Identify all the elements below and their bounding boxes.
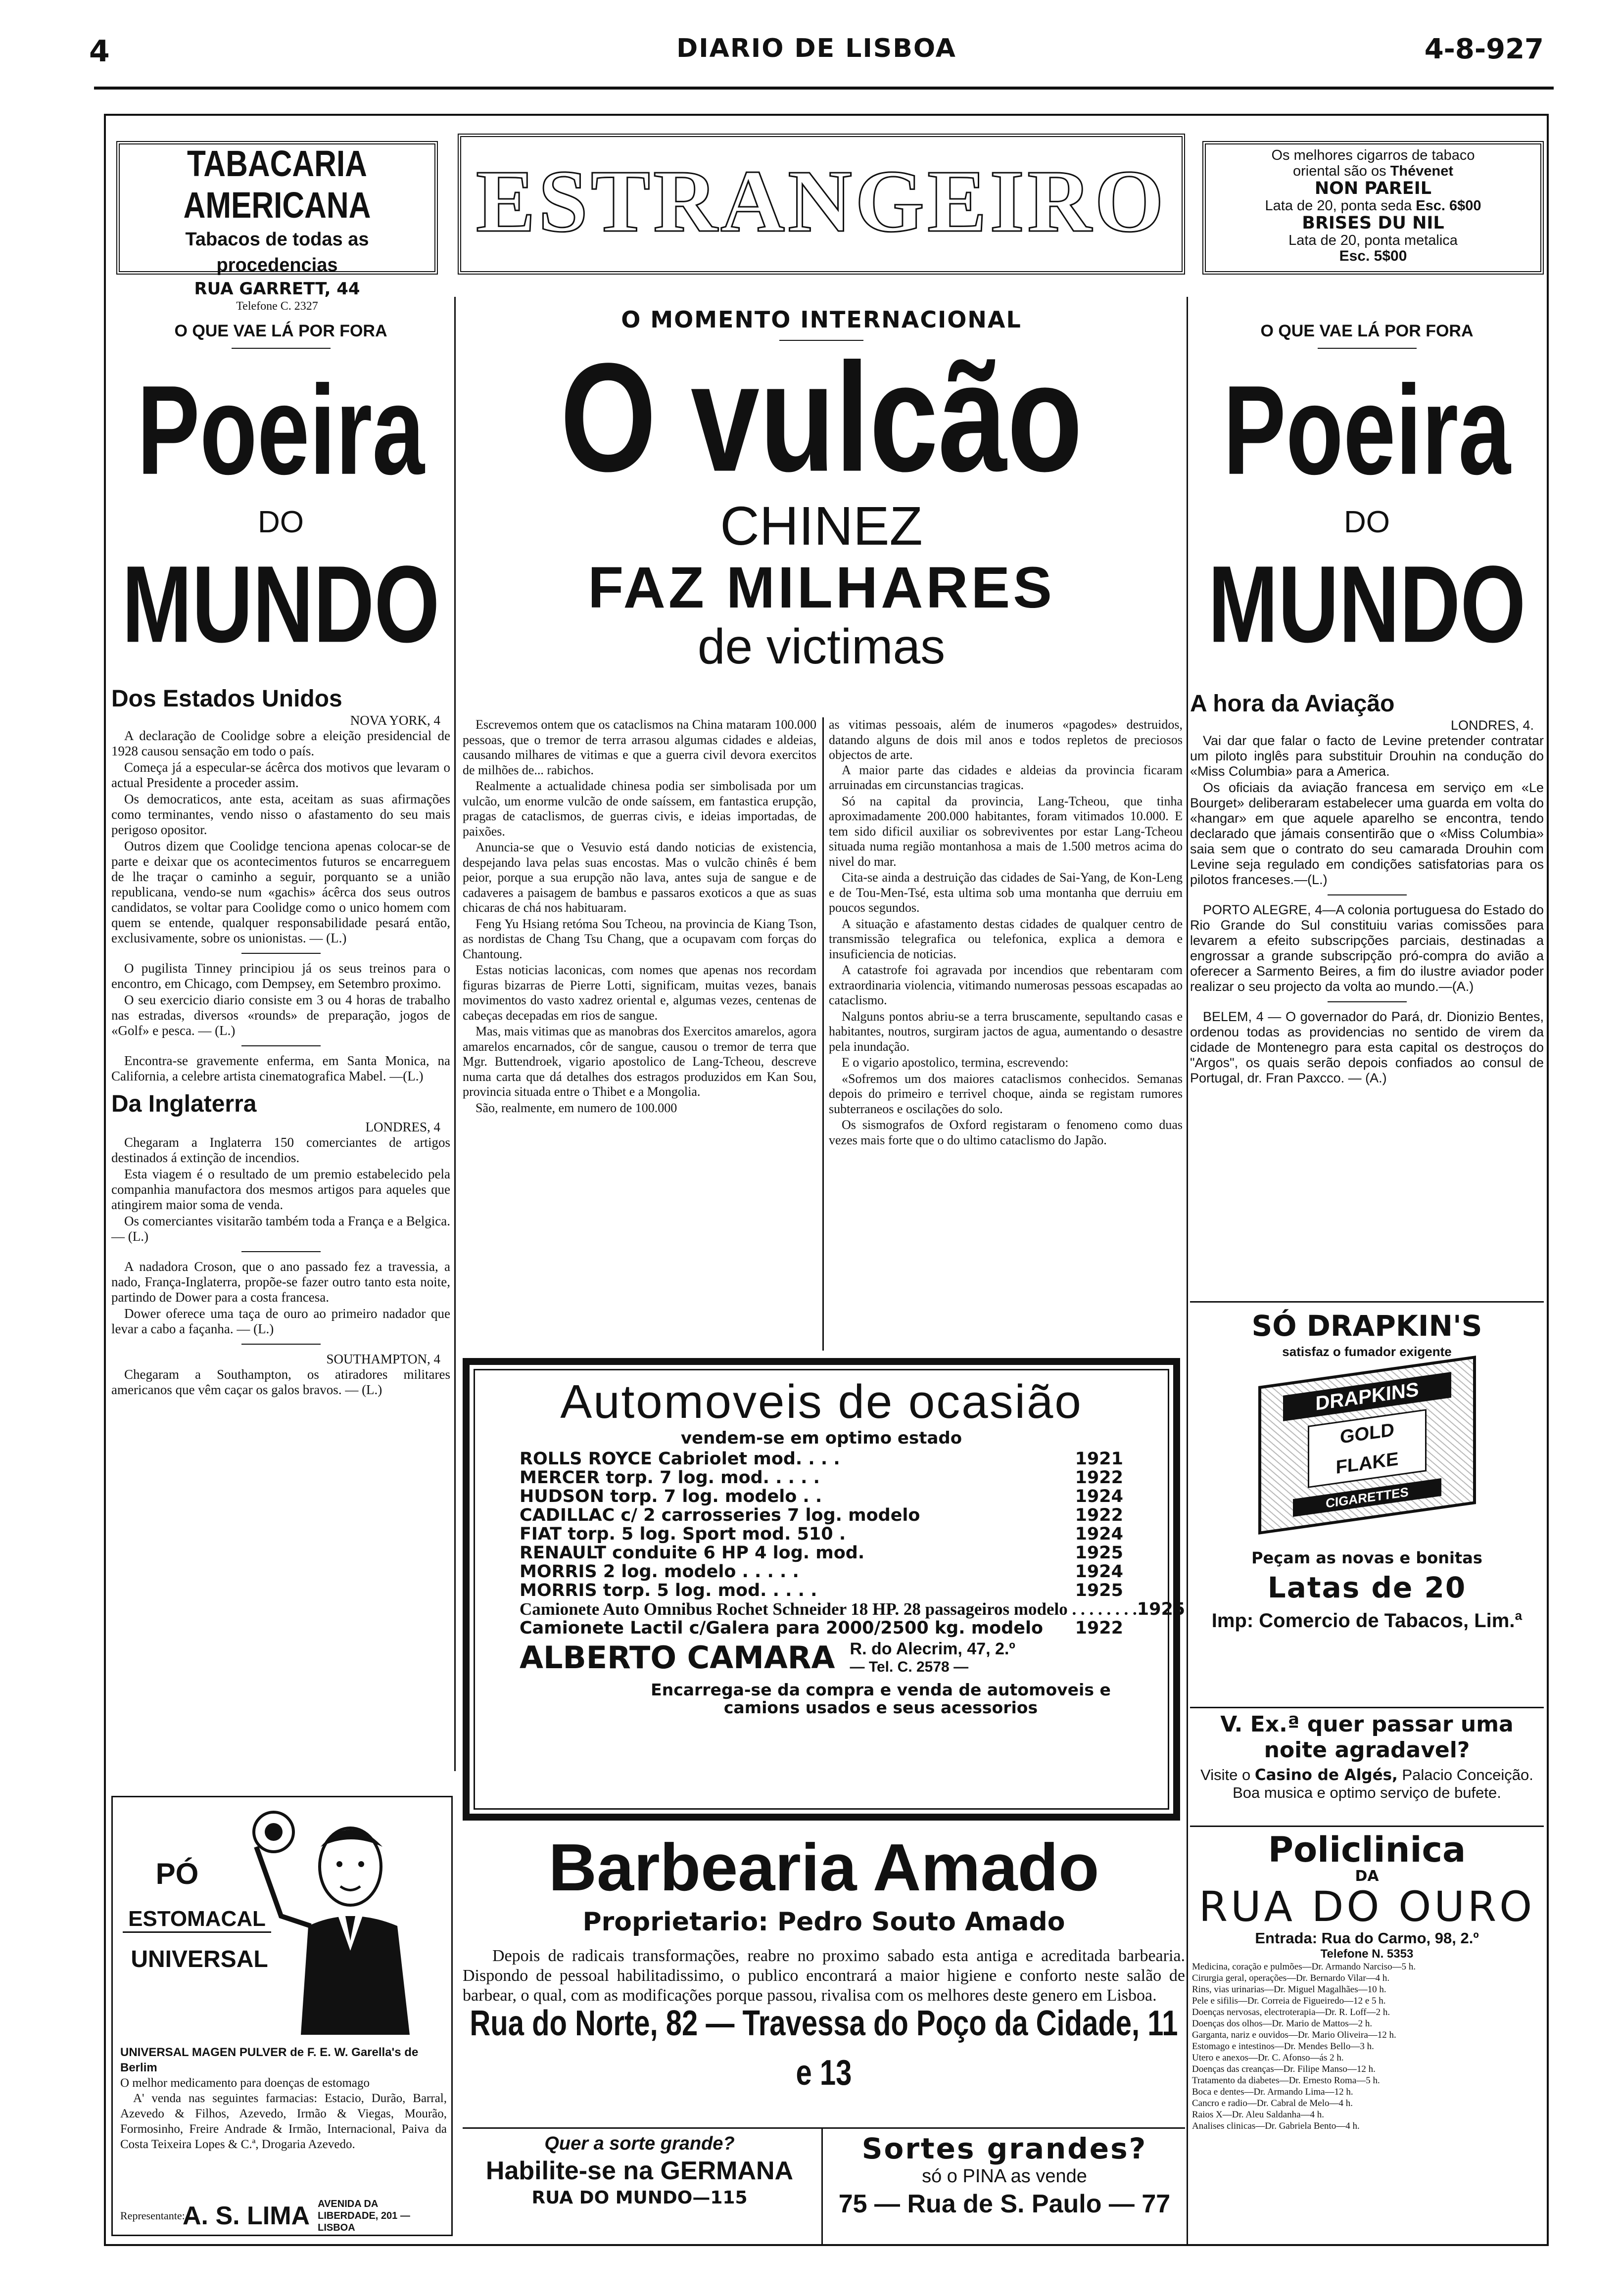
- divider: [1190, 1301, 1544, 1303]
- ad-thevenet-brand: Thévenet: [1390, 163, 1453, 179]
- ad-po-rep-address: AVENIDA DA LIBERDADE, 201 — LISBOA: [318, 2199, 410, 2233]
- ad-thevenet-p2-price: Esc. 5$00: [1339, 248, 1407, 264]
- ad-alges-casino: Casino de Algés,: [1254, 1766, 1398, 1784]
- headline-chinez: CHINEZ: [720, 496, 923, 557]
- section-divider: [241, 1344, 321, 1345]
- left-column: [111, 322, 450, 666]
- ad-germana: [463, 2132, 816, 2209]
- clinic-doctor-line: Cirurgia geral, operações—Dr. Bernardo Vilar—4 h.: [1192, 1973, 1390, 1983]
- headline-vulcao: O vulcão: [560, 331, 1083, 504]
- car-row: [520, 1581, 1123, 1600]
- paragraph: Chegaram a Southampton, os atiradores militares americanos que vêm caçar os galos bravos. — (L.): [111, 1367, 450, 1397]
- paragraph: Mas, mais vitimas que as manobras dos Exercitos amarelos, agora amarelos encarnados, côr de sangue, causou o tremor de terra que Mgr. Buttendroek, vigario apostolico de Lang-Tcheou, descreve numa carta que dá detalhes dos estragos produzidos em Kan Sou, provincia situada entre o Thibet e a Mongolia.: [463, 1024, 816, 1099]
- ad-thevenet-p2-desc: Lata de 20, ponta metalica: [1288, 233, 1458, 248]
- page-number: 4: [89, 34, 110, 69]
- section-divider: [241, 1251, 321, 1252]
- tin-flake: GOLD FLAKE: [1308, 1409, 1427, 1488]
- ad-tabacaria-name: TABACARIA AMERICANA: [183, 143, 371, 226]
- ad-germana-address: RUA DO MUNDO—115: [531, 2188, 748, 2208]
- ad-po-rep-name: A. S. LIMA: [183, 2201, 310, 2230]
- ad-po-pharmacies: A' venda nas seguintes farmacias: Estacio, Durão, Barral, Azevedo & Filhos, Azevedo, Irmão & Viegas, Mourão, Formosinho, Freire Andrade & Irmão, Internacional, Paiva da Costa Teixeira Lopes & C.ª, Drogaria Azevedo.: [120, 2092, 447, 2151]
- paragraph: Encontra-se gravemente enferma, em Santa Monica, na California, a celebre artista cinematografica Mabel. —(L.): [111, 1053, 450, 1083]
- paragraph: Os oficiais da aviação francesa em serviço em «Le Bourget» deliberaram estabelecer uma guarda em volta do «hangar» em que aquele aparelho se encontra, tendo declarado que jámais consentirão que o «Miss Columbia» saia sem que o contrato do seu camarada Drouhin com Levine seja regulado em condições satisfatorias para os pilotos franceses.—(L.): [1190, 780, 1544, 887]
- section-banner: [458, 134, 1185, 275]
- section-title: ESTRANGEIRO: [476, 152, 1167, 250]
- paragraph: Esta viagem é o resultado de um premio estabelecido pela companhia manufactora dos mesmos artigos para aqueles que atingirem maior soma de venda.: [111, 1167, 450, 1212]
- ad-thevenet-p2: BRISES DU NIL: [1302, 213, 1444, 233]
- tin-label: CIGARETTES: [1293, 1478, 1441, 1517]
- headline-faz-milhares: FAZ MILHARES: [588, 555, 1055, 621]
- center-kicker: O MOMENTO INTERNACIONAL: [621, 306, 1022, 333]
- clinic-doctor-line: Doenças nervosas, electroterapia—Dr. R. Loff—2 h.: [1192, 2007, 1390, 2017]
- car-model: HUDSON torp. 7 log. modelo . .: [520, 1487, 822, 1506]
- ad-clinic-street: RUA DO OURO: [1198, 1882, 1535, 1931]
- column-rule: [454, 297, 456, 1771]
- right-title-poeira: Poeira: [1223, 360, 1511, 502]
- paragraph: A situação e afastamento destas cidades de qualquer centro de transmissão telegrafica ou telefonica, explica a demora e insuficiencia de noticias.: [829, 916, 1183, 961]
- car-model: FIAT torp. 5 log. Sport mod. 510 .: [520, 1524, 846, 1544]
- ad-thevenet-p1-price: Esc. 6$00: [1416, 198, 1481, 214]
- ad-drapkins: [1190, 1309, 1544, 1634]
- ad-po-estomacal: [111, 1796, 453, 2236]
- ad-tabacaria-americana: [116, 141, 438, 313]
- ad-cars-title: Automoveis de ocasião: [560, 1375, 1083, 1428]
- car-model: ROLLS ROYCE Cabriolet mod. . . .: [520, 1449, 840, 1469]
- car-model: RENAULT conduite 6 HP 4 log. mod.: [520, 1543, 865, 1563]
- car-list: [520, 1450, 1123, 1600]
- clinic-doctor-line: Analises clinicas—Dr. Gabriela Bento—4 h.: [1192, 2121, 1360, 2131]
- paragraph: A maior parte das cidades e aldeias da provincia ficaram arruinadas em circunstancias tragicas.: [829, 762, 1183, 792]
- paragraph: «Sofremos um dos maiores cataclismos conhecidos. Semanas depois do primeiro e terrivel choque, ainda se registam rumores subterraneos e oscilações do solo.: [829, 1071, 1183, 1116]
- ad-clinic-phone: Telefone N. 5353: [1320, 1947, 1414, 1961]
- ad-barbearia-title: Barbearia Amado: [548, 1830, 1099, 1905]
- ad-thevenet: [1202, 141, 1544, 275]
- ad-po-l3: UNIVERSAL: [131, 1946, 268, 1972]
- paragraph: Nalguns pontos abriu-se a terra bruscamente, sepultando casas e habitantes, noutros, surgiram jactos de agua, aumentando o desastre pela inundação.: [829, 1009, 1183, 1054]
- ad-cars-cam1: Camionete Auto Omnibus Rochet Schneider 18 HP. 28 passageiros modelo . . . . . . . .: [520, 1599, 1137, 1619]
- dateline-nova-york: NOVA YORK, 4: [350, 713, 440, 728]
- ad-clinic-title: Policlinica: [1268, 1829, 1466, 1870]
- ornament-rule: [1318, 348, 1417, 349]
- ad-cars-cam1-year: 1925: [1137, 1599, 1186, 1619]
- ad-po-brand: UNIVERSAL MAGEN PULVER de F. E. W. Garella's de Berlim: [120, 2046, 419, 2074]
- car-year: 1924: [1075, 1562, 1123, 1582]
- paragraph: Só na capital da provincia, Lang-Tcheou, que tinha aproximadamente 200.000 habitantes, foram vitimados 10.000. E tem sido dificil auxiliar os sobreviventes por estar Lang-Tcheou situada numa região montanhosa a mais de 1.500 metros acima do nivel do mar.: [829, 794, 1183, 869]
- car-model: MORRIS 2 log. modelo . . . . .: [520, 1562, 799, 1582]
- car-row: [520, 1506, 1123, 1525]
- clinic-doctor-line: Boca e dentes—Dr. Armando Lima—12 h.: [1192, 2087, 1353, 2097]
- car-year: 1922: [1075, 1468, 1123, 1488]
- dateline-londres: LONDRES, 4: [365, 1120, 440, 1134]
- ad-cars-address: R. do Alecrim, 47, 2.º: [850, 1640, 1015, 1658]
- paragraph: Os democraticos, ante esta, aceitam as suas afirmações como terminantes, vendo nisso o afastamento do seu mais perigoso opositor.: [111, 792, 450, 837]
- paragraph: A nadadora Croson, que o ano passado fez a travessia, a nado, França-Inglaterra, propõe-se fazer outro tanto esta noite, partindo de Dower para a costa francesa.: [111, 1259, 450, 1305]
- clinic-doctor-line: Cancro e radio—Dr. Cabral de Melo—4 h.: [1192, 2098, 1353, 2109]
- car-row: [520, 1544, 1123, 1562]
- right-title-mundo: MUNDO: [1208, 543, 1526, 666]
- section-divider: [1328, 894, 1407, 895]
- ad-alges-headline: V. Ex.ª quer passar uma noite agradavel?: [1220, 1712, 1514, 1763]
- ad-barbearia-owner: Proprietario: Pedro Souto Amado: [582, 1907, 1065, 1937]
- paragraph: A declaração de Coolidge sobre a eleição presidencial de 1928 causou sensação em todo o país.: [111, 728, 450, 758]
- ad-po-desc: O melhor medicamento para doenças de estomago: [120, 2076, 370, 2090]
- left-kicker: O QUE VAE LÁ POR FORA: [174, 322, 387, 340]
- paragraph: São, realmente, em numero de 100.000: [476, 1100, 677, 1115]
- section-divider: [1328, 1001, 1407, 1002]
- ad-clinic-entrance: Entrada: Rua do Carmo, 98, 2.º: [1255, 1929, 1479, 1947]
- ornament-rule: [232, 348, 331, 349]
- center-headline: [460, 306, 1183, 675]
- ad-pina-line: só o PINA as vende: [922, 2166, 1087, 2187]
- heading-estados-unidos: Dos Estados Unidos: [111, 686, 342, 712]
- paragraph: Chegaram a Inglaterra 150 comerciantes de artigos destinados á extinção de incendios.: [111, 1135, 450, 1165]
- car-year: 1924: [1075, 1487, 1123, 1506]
- ad-thevenet-line1: Os melhores cigarros de tabaco: [1271, 147, 1475, 163]
- column-rule: [821, 2127, 823, 2246]
- masthead-rule: [94, 87, 1554, 90]
- ad-clinic-da: DA: [1355, 1868, 1379, 1885]
- car-year: 1925: [1075, 1543, 1123, 1563]
- right-title-do: DO: [1344, 505, 1390, 540]
- car-row: [520, 1562, 1123, 1581]
- paragraph: Realmente a actualidade chinesa podia ser simbolisada por um vulcão, um enorme vulcão de onde saíssem, em fantastica erupção, pragas de cataclismos, de guerras civis, e ideias importadas, de paixões.: [463, 779, 816, 839]
- car-year: 1924: [1075, 1524, 1123, 1544]
- ad-cars-cam2: Camionete Lactil c/Galera para 2000/2500 kg. modelo: [520, 1618, 1044, 1638]
- ad-barbearia-text: Depois de radicais transformações, reabre no proximo sabado esta antiga e acreditada barbearia. Dispondo de pessoal habilitadissimo, o publico encontrará a maior higiene e conforto neste salão de barbear, o qual, com as modificações porque passou, rivalisa com os melhores deste genero em Lisboa.: [463, 1947, 1185, 2005]
- paragraph: Vai dar que falar o facto de Levine pretender contratar um piloto inglês para substituir Drouhin na condução do «Miss Columbia» para a America.: [1190, 733, 1544, 779]
- ad-po-l1: PÓ: [155, 1857, 199, 1890]
- paragraph: Cita-se ainda a destruição das cidades de Sai-Yang, de Kon-Leng e de Tou-Men-Tsé, esta ultima sob uma montanha que derruiu em poucos segundos.: [829, 870, 1183, 915]
- clinic-doctor-line: Rins, vias urinarias—Dr. Miguel Magalhães—10 h.: [1192, 1984, 1386, 1995]
- ad-pina-question: Sortes grandes?: [861, 2132, 1147, 2165]
- paragraph: Os sismografos de Oxford registaram o fenomeno como duas vezes mais forte que o do ultimo cataclismo do Japão.: [829, 1118, 1183, 1147]
- ad-po-l2: ESTOMACAL: [123, 1906, 271, 1933]
- ad-cars-footer: Encarrega-se da compra e venda de automoveis e camions usados e seus acessorios: [651, 1680, 1111, 1718]
- car-row: [520, 1487, 1123, 1506]
- left-title-mundo: MUNDO: [122, 543, 440, 666]
- ad-automoveis: [463, 1358, 1186, 1821]
- dateline-southampton: SOUTHAMPTON, 4: [326, 1352, 440, 1366]
- ad-policlinica: [1190, 1830, 1544, 2132]
- clinic-doctor-list: [1190, 1961, 1544, 2132]
- ad-drapkins-importer: Imp: Comercio de Tabacos, Lim.ª: [1211, 1610, 1523, 1632]
- headline-de-victimas: de victimas: [697, 619, 946, 675]
- ad-drapkins-title: SÓ DRAPKIN'S: [1251, 1309, 1482, 1343]
- issue-date: 4-8-927: [1424, 33, 1544, 65]
- ad-thevenet-line2: oriental são os: [1292, 163, 1386, 179]
- ad-cars-seller: ALBERTO CAMARA: [520, 1640, 835, 1676]
- car-model: CADILLAC c/ 2 carrosseries 7 log. modelo: [520, 1505, 920, 1525]
- paragraph: Estas noticias laconicas, com nomes que apenas nos recordam figuras bizarras de Pierre Lotti, significam, muitas vezes, banais movimentos do vasto xadrez oriental e, algumas vezes, centenas de cabeças decepadas em rios de sangue.: [463, 963, 816, 1023]
- left-title-do: DO: [258, 505, 304, 540]
- left-title-poeira: Poeira: [137, 360, 425, 502]
- ad-cars-sub: vendem-se em optimo estado: [680, 1428, 962, 1448]
- car-model: MERCER torp. 7 log. mod. . . . .: [520, 1468, 820, 1488]
- dateline-londres: LONDRES, 4.: [1450, 718, 1534, 733]
- paragraph: Dower oferece uma taça de ouro ao primeiro nadador que levar a cabo a façanha. — (L.): [111, 1306, 450, 1336]
- paragraph: Escrevemos ontem que os cataclismos na China mataram 100.000 pessoas, que o tremor de terra arrasou algumas cidades e aldeias, causando milhares de vitimas e que a guerra civil devora exercitos de milhões de... rabichos.: [463, 717, 816, 777]
- clinic-doctor-line: Utero e anexos—Dr. C. Afonso—ás 2 h.: [1192, 2053, 1344, 2063]
- ad-pina-address: 75 — Rua de S. Paulo — 77: [838, 2190, 1171, 2218]
- ad-pina: [826, 2132, 1183, 2220]
- ad-po-rep: Representante:: [120, 2209, 185, 2222]
- divider: [463, 2127, 1185, 2129]
- car-row: [520, 1525, 1123, 1544]
- ad-germana-headline: Habilite-se na GERMANA: [485, 2156, 794, 2185]
- right-kicker: O QUE VAE LÁ POR FORA: [1260, 322, 1474, 340]
- paragraph: BELEM, 4 — O governador do Pará, dr. Dionizio Bentes, ordenou todas as providencias no sentido de virem da cidade de Montenegro para esta capital os destroços do "Argos", os quais serão depois confiados ao consul de Portugal, dr. Fran Paxcco. — (A.): [1190, 1009, 1544, 1085]
- clinic-doctor-line: Estomago e intestinos—Dr. Mendes Bello—3 h.: [1192, 2041, 1374, 2052]
- ad-cars-phone: — Tel. C. 2578 —: [850, 1659, 969, 1676]
- cigarette-tin-illustration: [1258, 1371, 1476, 1519]
- paragraph: Os comerciantes visitarão também toda a França e a Belgica. — (L.): [111, 1214, 450, 1244]
- ad-casino-alges: [1190, 1712, 1544, 1802]
- clinic-doctor-line: Raios X—Dr. Aleu Saldanha—4 h.: [1192, 2109, 1325, 2120]
- section-divider: [241, 953, 321, 954]
- ad-tabacaria-address: RUA GARRETT, 44: [194, 279, 360, 299]
- ad-barbearia: [463, 1830, 1185, 2093]
- ad-germana-question: Quer a sorte grande?: [544, 2133, 735, 2154]
- right-column: [1190, 322, 1544, 666]
- car-row: [520, 1468, 1123, 1487]
- clinic-doctor-line: Doenças das creanças—Dr. Filipe Manso—12 h.: [1192, 2064, 1376, 2074]
- paragraph: Anuncia-se que o Vesuvio está dando noticias de existencia, despejando lava pelas suas encostas. Mas o vulcão chinês é bem peior, porque a sua erupção não lava, antes suja de sangue e de cadaveres a paisagem de bambus e passaros exoticos a que as suas chicaras de chá nos habituaram.: [463, 840, 816, 915]
- right-article: [1190, 690, 1544, 1087]
- paragraph: O pugilista Tinney principiou já os seus treinos para o encontro, em Chicago, com Dempsey, em Setembro proximo.: [111, 961, 450, 991]
- center-article-col2: [829, 717, 1183, 1149]
- ad-drapkins-sub: satisfaz o fumador exigente: [1282, 1344, 1452, 1359]
- paragraph: E o vigario apostolico, termina, escrevendo:: [842, 1055, 1069, 1070]
- section-divider: [241, 1045, 321, 1046]
- divider: [1190, 1707, 1544, 1708]
- ad-thevenet-p1-desc: Lata de 20, ponta seda: [1265, 198, 1412, 214]
- paragraph: O seu exercicio diario consiste em 3 ou 4 horas de trabalho nas estradas, diversos «rounds» de preparação, jogos de «Golf» e pesca. — (L.): [111, 992, 450, 1038]
- paragraph: as vitimas pessoais, além de inumeros «pagodes» destruidos, datando alguns de dois mil anos e todos repletos de preciosos objectos de arte.: [829, 717, 1183, 762]
- ad-tabacaria-phone: Telefone C. 2327: [236, 300, 318, 313]
- ad-tabacaria-slogan: Tabacos de todas as procedencias: [185, 229, 369, 276]
- paragraph: Outros dizem que Coolidge tenciona apenas colocar-se de parte e deixar que os acontecimentos futuros se encarreguem de lhe traçar o caminho a seguir, porquanto se a união republicana, vendo-se num «gachis» ácêrca dos seus outros candidatos, se voltar para Coolidge como o unico homem com quem se entende, qualquer responsabilidade pesará então, exclusivamente, sobre os unionistas. — (L.): [111, 839, 450, 945]
- column-rule: [822, 717, 824, 1351]
- clinic-doctor-line: Doenças dos olhos—Dr. Mario de Mattos—2 h.: [1192, 2018, 1373, 2029]
- paragraph: Começa já a especular-se ácêrca dos motivos que levaram o actual Presidente a proceder assim.: [111, 760, 450, 790]
- car-year: 1925: [1075, 1581, 1123, 1600]
- ad-alges-visit: Visite o: [1200, 1766, 1251, 1783]
- clinic-doctor-line: Medicina, coração e pulmões—Dr. Armando Narciso—5 h.: [1192, 1962, 1416, 1972]
- paragraph: A catastrofe foi agravada por incendios que rebentaram com extraordinaria violencia, vitimando numerosas pessoas escapadas ao cataclismo.: [829, 963, 1183, 1007]
- ad-alges-desc: Palacio Conceição. Boa musica e optimo serviço de bufete.: [1233, 1766, 1533, 1801]
- ad-barbearia-address: Rua do Norte, 82 — Travessa do Poço da Cidade, 11 e 13: [470, 2003, 1178, 2093]
- clinic-doctor-line: Pele e sifilis—Dr. Correia de Figueiredo—12 e 5 h.: [1192, 1996, 1386, 2006]
- tin-brand: DRAPKINS: [1283, 1372, 1451, 1421]
- heading-inglaterra: Da Inglaterra: [111, 1091, 257, 1117]
- divider: [1190, 1826, 1544, 1827]
- left-article: [111, 685, 450, 1399]
- paragraph: PORTO ALEGRE, 4—A colonia portuguesa do Estado do Rio Grande do Sul constituiu varias comissões para levarem a efeito subscripções parciais, destinadas a engrossar a grande subscripção pró-compra do avião a oferecer a Sarmento Beires, a fim do ilustre aviador poder realizar o seu projecto da volta ao mundo.—(A.): [1190, 902, 1544, 994]
- ad-drapkins-latas: Latas de 20: [1267, 1571, 1467, 1604]
- ad-thevenet-p1: NON PAREIL: [1314, 179, 1432, 198]
- car-row: [520, 1450, 1123, 1468]
- paragraph: Feng Yu Hsiang retóma Sou Tcheou, na provincia de Kiang Tson, as nordistas de Chang Tsu Chang, que a ocupavam com forças do Chantoung.: [463, 916, 816, 961]
- ad-drapkins-ask: Peçam as novas e bonitas: [1251, 1548, 1482, 1567]
- car-model: MORRIS torp. 5 log. mod. . . . .: [520, 1581, 817, 1600]
- masthead-title: DIARIO DE LISBOA: [676, 34, 956, 63]
- car-year: 1922: [1075, 1505, 1123, 1525]
- car-year: 1921: [1075, 1449, 1123, 1469]
- column-rule: [1187, 297, 1188, 2246]
- center-article-col1: [463, 717, 816, 1117]
- clinic-doctor-line: Garganta, nariz e ouvidos—Dr. Mario Oliveira—12 h.: [1192, 2030, 1396, 2040]
- clinic-doctor-line: Tratamento da diabetes—Dr. Ernesto Roma—5 h.: [1192, 2075, 1380, 2086]
- ad-cars-cam2-year: 1922: [1075, 1618, 1123, 1638]
- heading-hora-aviacao: A hora da Aviação: [1190, 691, 1395, 717]
